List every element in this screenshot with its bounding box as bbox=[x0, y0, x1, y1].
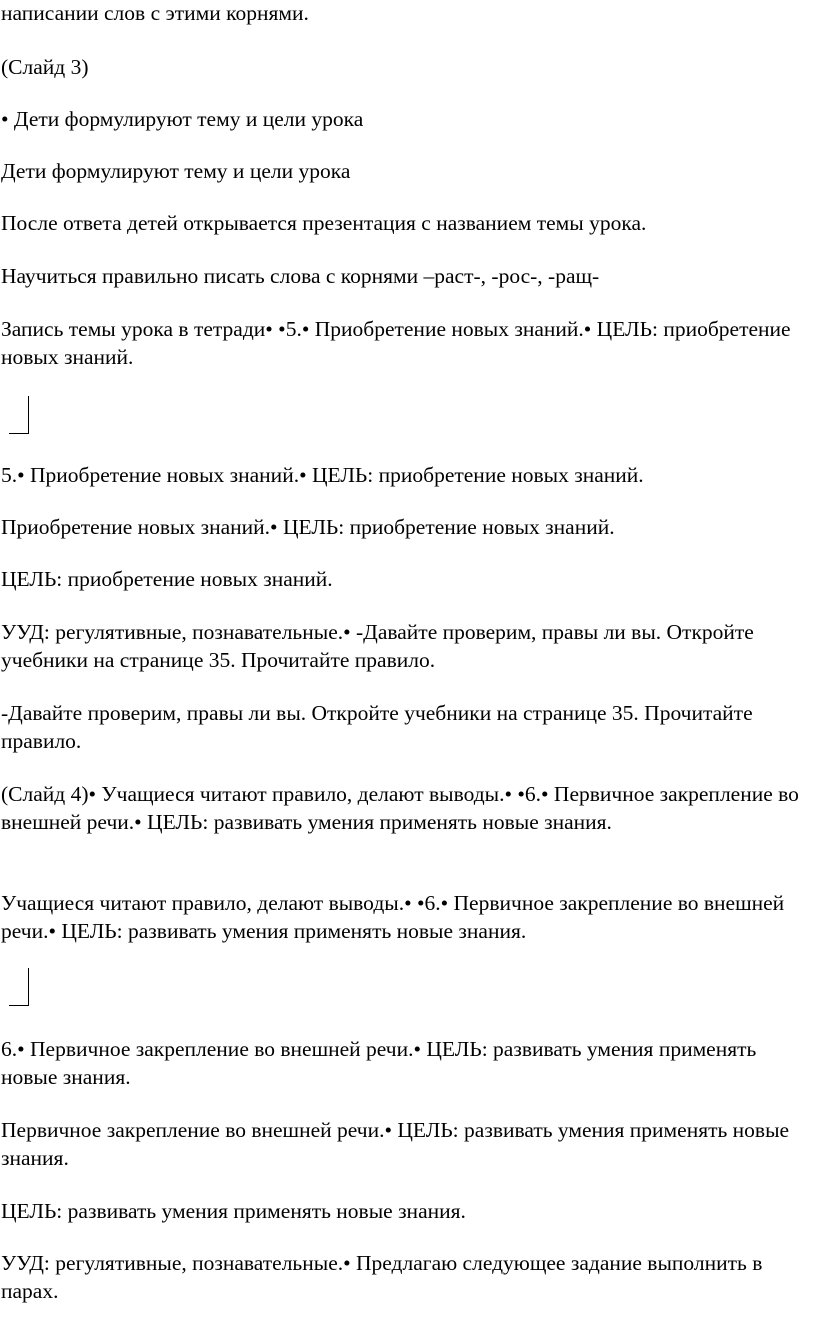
paragraph-15: 6.• Первичное закрепление во внешней речи.• ЦЕЛЬ: развивать умения применять новые знания. bbox=[1, 1037, 757, 1089]
paragraph-18: УУД: регулятивные, познавательные.• Предлагаю следующее задание выполнить в парах. bbox=[1, 1251, 763, 1303]
paragraph-11: УУД: регулятивные, познавательные.• -Давайте проверим, правы ли вы. Откройте учебники на странице 35. Прочитайте правило. bbox=[1, 620, 754, 672]
paragraph-slide-3: (Слайд 3) bbox=[1, 55, 89, 79]
paragraph-slide-4: (Слайд 4)• Учащиеся читают правило, делают выводы.• •6.• Первичное закрепление во внешней речи.• ЦЕЛЬ: развивать умения применять новые знания. bbox=[1, 782, 799, 834]
paragraph-12: -Давайте проверим, правы ли вы. Откройте учебники на странице 35. Прочитайте правило. bbox=[1, 701, 753, 753]
paragraph-9: Приобретение новых знаний.• ЦЕЛЬ: приобретение новых знаний. bbox=[1, 515, 615, 539]
paragraph-7: Запись темы урока в тетради• •5.• Приобретение новых знаний.• ЦЕЛЬ: приобретение новых знаний. bbox=[1, 317, 791, 369]
paragraph-17: ЦЕЛЬ: развивать умения применять новые знания. bbox=[1, 1199, 466, 1223]
paragraph-14: Учащиеся читают правило, делают выводы.• •6.• Первичное закрепление во внешней речи.• ЦЕЛЬ: развивать умения применять новые знания. bbox=[1, 891, 785, 943]
paragraph-10: ЦЕЛЬ: приобретение новых знаний. bbox=[1, 567, 333, 591]
paragraph-5: После ответа детей открывается презентация с названием темы урока. bbox=[1, 211, 647, 235]
paragraph-1: написании слов с этими корнями. bbox=[1, 1, 309, 25]
paragraph-6: Научиться правильно писать слова с корнями –раст-, -рос-, -ращ- bbox=[1, 264, 600, 288]
corner-mark-1 bbox=[9, 396, 29, 434]
paragraph-16: Первичное закрепление во внешней речи.• ЦЕЛЬ: развивать умения применять новые знания. bbox=[1, 1118, 790, 1170]
corner-mark-2 bbox=[9, 968, 29, 1006]
paragraph-3: • Дети формулируют тему и цели урока bbox=[1, 107, 364, 131]
paragraph-8: 5.• Приобретение новых знаний.• ЦЕЛЬ: приобретение новых знаний. bbox=[1, 463, 644, 487]
paragraph-4: Дети формулируют тему и цели урока bbox=[1, 159, 351, 183]
